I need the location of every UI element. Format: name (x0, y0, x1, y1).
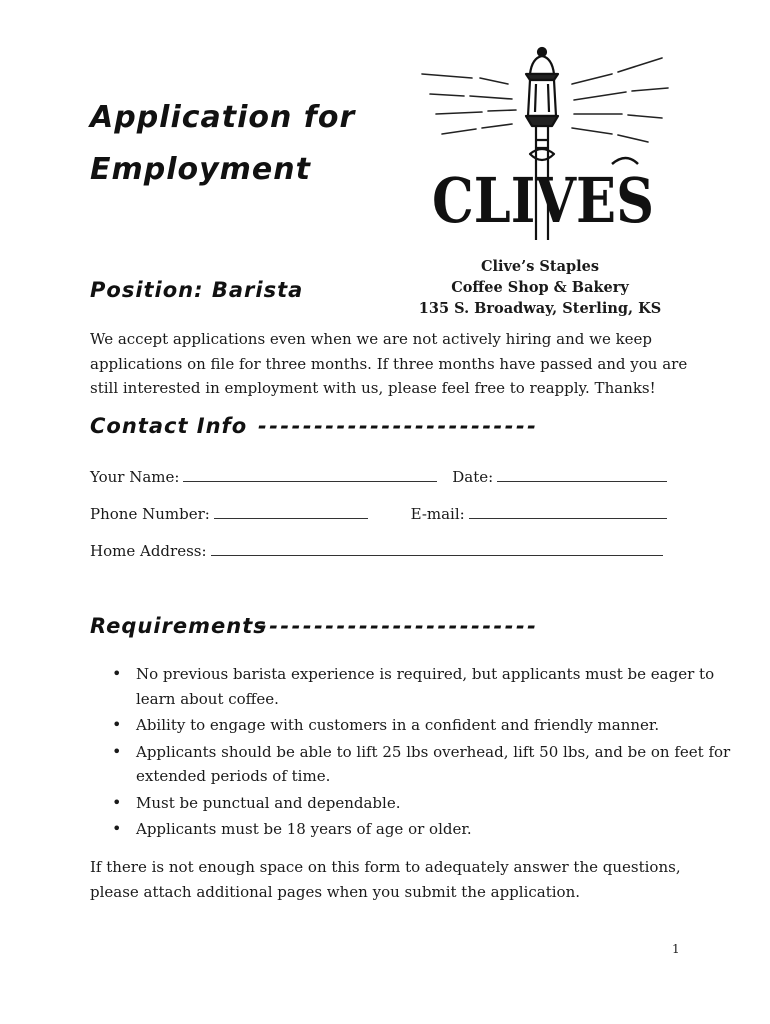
position-label: Position: Barista (90, 278, 304, 302)
date-field[interactable] (497, 465, 667, 482)
requirements-list (90, 662, 736, 844)
title-line-2: Employment (90, 152, 311, 187)
title-line-1: Application for (90, 100, 356, 135)
requirements-heading-dashes: ------------------------- (258, 614, 539, 638)
list-item: • Ability to engage with customers in a confident and friendly manner. (136, 713, 736, 738)
phone-email-row (90, 502, 667, 523)
requirements-section-heading (90, 614, 539, 638)
address-label: Home Address: (90, 542, 207, 560)
list-item: • Applicants must be 18 years of age or older. (136, 817, 736, 842)
shop-address: 135 S. Broadway, Sterling, KS (418, 300, 662, 317)
shop-name: Clive’s Staples (480, 258, 600, 275)
phone-label: Phone Number: (90, 505, 210, 523)
shop-info (410, 256, 670, 319)
page-title (90, 92, 390, 196)
contact-heading-text: Contact Info (90, 414, 248, 438)
phone-field[interactable] (214, 502, 368, 519)
requirements-heading-text: Requirements (90, 614, 267, 638)
shop-type: Coffee Shop & Bakery (451, 279, 629, 296)
clives-logo (412, 44, 674, 254)
logo-wordmark: CLIVES (432, 164, 654, 237)
intro-paragraph: We accept applications even when we are not actively hiring and we keep applications on file for three months. If three months have passed and you are still interested in employment with us, please feel free to reapply. Thanks! (90, 330, 688, 397)
closing-paragraph: If there is not enough space on this form to adequately answer the questions, please attach additional pages when you submit the application. (90, 858, 681, 901)
name-date-row (90, 465, 667, 486)
address-field[interactable] (211, 539, 663, 556)
contact-section-heading (90, 414, 539, 438)
email-field[interactable] (469, 502, 667, 519)
list-item: • Applicants should be able to lift 25 lbs overhead, lift 50 lbs, and be on feet for extended periods of time. (136, 740, 736, 789)
list-item: • Must be punctual and dependable. (136, 791, 736, 816)
date-label: Date: (452, 468, 494, 486)
email-label: E-mail: (410, 505, 465, 523)
contact-heading-dashes: ------------------------- (258, 414, 539, 438)
name-field[interactable] (183, 465, 437, 482)
name-label: Your Name: (90, 468, 180, 486)
address-row (90, 539, 663, 560)
page-number: 1 (672, 942, 680, 956)
list-item: • No previous barista experience is required, but applicants must be eager to learn about coffee. (136, 662, 736, 711)
